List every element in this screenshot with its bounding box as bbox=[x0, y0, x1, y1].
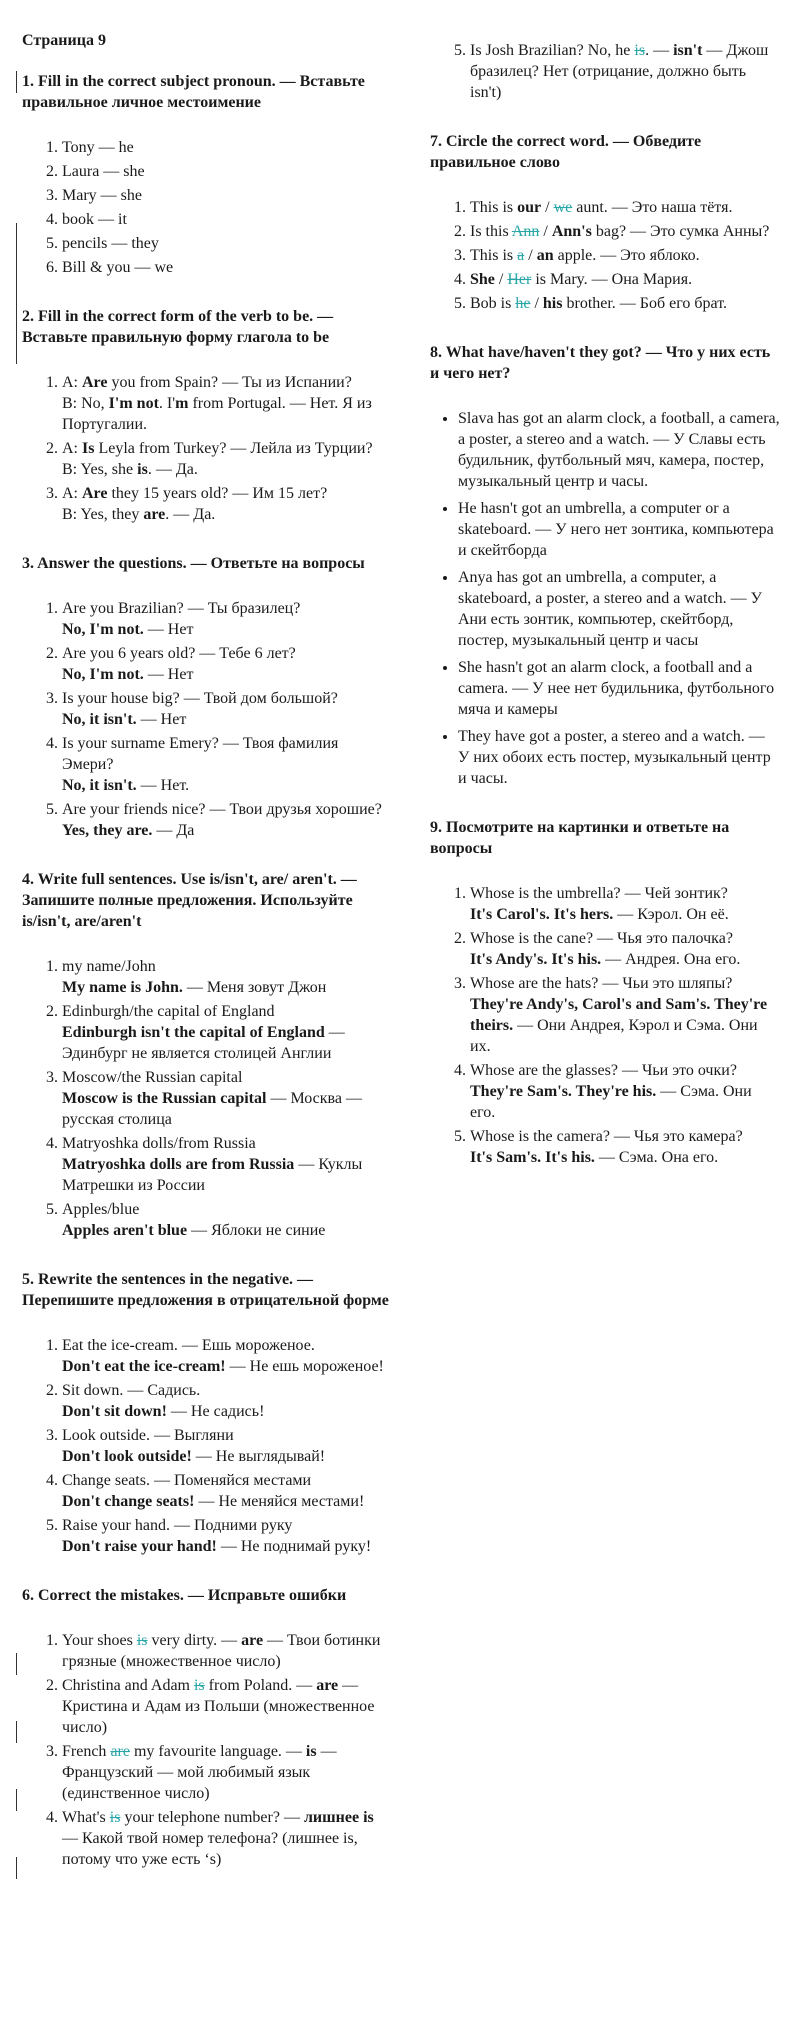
list-item: 2. Laura — she bbox=[62, 161, 392, 182]
list-item: 5. Bob is he / his brother. — Боб его брат. bbox=[470, 293, 780, 314]
list-item: 3. This is a / an apple. — Это яблоко. bbox=[470, 245, 780, 266]
section-1 bbox=[22, 71, 392, 278]
list-item: 5. Are your friends nice? — Твои друзья хорошие? Yes, they are. — Да bbox=[62, 799, 392, 841]
section-7 bbox=[430, 131, 780, 314]
list-item: 1. Whose is the umbrella? — Чей зонтик? It's Carol's. It's hers. — Кэрол. Он её. bbox=[470, 883, 780, 925]
answer-list bbox=[22, 956, 392, 1241]
margin-mark bbox=[16, 223, 17, 309]
margin-mark bbox=[16, 1789, 17, 1811]
list-item: 1. my name/John My name is John. — Меня зовут Джон bbox=[62, 956, 392, 998]
right-column bbox=[430, 0, 780, 1196]
list-item: 1. Eat the ice-cream. — Ешь мороженое. Don't eat the ice-cream! — Не ешь мороженое! bbox=[62, 1335, 392, 1377]
list-item: 1. Your shoes is very dirty. — are — Твои ботинки грязные (множественное число) bbox=[62, 1630, 392, 1672]
answer-list bbox=[22, 1630, 392, 1870]
list-item: 2. Is this Ann / Ann's bag? — Это сумка Анны? bbox=[470, 221, 780, 242]
section-heading: 9. Посмотрите на картинки и ответьте на вопросы bbox=[430, 819, 730, 857]
list-item: • She hasn't got an alarm clock, a football and a camera. — У нее нет будильника, футбольного мяча и камеры bbox=[458, 657, 780, 720]
list-item: 6. Bill & you — we bbox=[62, 257, 392, 278]
answer-list bbox=[430, 883, 780, 1168]
section-6 bbox=[22, 1585, 392, 1870]
list-item: 3. Mary — she bbox=[62, 185, 392, 206]
section-4 bbox=[22, 869, 392, 1241]
list-item: 3. Look outside. — Выгляни Don't look outside! — Не выглядывай! bbox=[62, 1425, 392, 1467]
section-6-continued bbox=[430, 40, 780, 103]
section-heading: 3. Answer the questions. — Ответьте на вопросы bbox=[22, 555, 365, 572]
list-item: • Slava has got an alarm clock, a football, a camera, a poster, a stereo and a watch. — У Славы есть будильник, футбольный мяч, камера, постер, музыкальный центр и часы. bbox=[458, 408, 780, 492]
list-item: • He hasn't got an umbrella, a computer or a skateboard. — У него нет зонтика, компьютера и скейтборда bbox=[458, 498, 780, 561]
section-heading: 8. What have/haven't they got? — Что у них есть и чего нет? bbox=[430, 344, 771, 382]
section-heading: 1. Fill in the correct subject pronoun. — Вставьте правильное личное местоимение bbox=[22, 73, 365, 111]
margin-mark bbox=[16, 71, 17, 93]
list-item: 5. pencils — they bbox=[62, 233, 392, 254]
answer-list bbox=[22, 137, 392, 278]
margin-mark bbox=[16, 298, 17, 364]
list-item: 2. Sit down. — Садись. Don't sit down! — Не садись! bbox=[62, 1380, 392, 1422]
list-item: • Anya has got an umbrella, a computer, a skateboard, a poster, a stereo and a watch. — У Ани есть зонтик, компьютер, скейтборд, постер, музыкальный центр и часы bbox=[458, 567, 780, 651]
margin-mark bbox=[16, 1721, 17, 1743]
answer-list bbox=[22, 598, 392, 841]
list-item: 5. Apples/blue Apples aren't blue — Яблоки не синие bbox=[62, 1199, 392, 1241]
answer-list bbox=[430, 408, 780, 789]
section-8 bbox=[430, 342, 780, 789]
section-3 bbox=[22, 553, 392, 841]
list-item: 3. A: Are they 15 years old? — Им 15 лет? B: Yes, they are. — Да. bbox=[62, 483, 392, 525]
answer-list bbox=[22, 372, 392, 525]
answer-list bbox=[22, 1335, 392, 1557]
list-item: 4. What's is your telephone number? — лишнее is — Какой твой номер телефона? (лишнее is, потому что уже есть ‘s) bbox=[62, 1807, 392, 1870]
list-item: 4. Matryoshka dolls/from Russia Matryoshka dolls are from Russia — Куклы Матрешки из России bbox=[62, 1133, 392, 1196]
list-item: 1. Tony — he bbox=[62, 137, 392, 158]
section-2 bbox=[22, 306, 392, 525]
list-item: 3. Whose are the hats? — Чьи это шляпы? They're Andy's, Carol's and Sam's. They're theirs. — Они Андрея, Кэрол и Сэма. Они их. bbox=[470, 973, 780, 1057]
section-heading: 7. Circle the correct word. — Обведите правильное слово bbox=[430, 133, 702, 171]
list-item: 4. She / Her is Mary. — Она Мария. bbox=[470, 269, 780, 290]
list-item: 3. Moscow/the Russian capital Moscow is the Russian capital — Москва — русская столица bbox=[62, 1067, 392, 1130]
margin-mark bbox=[16, 1653, 17, 1675]
list-item: 4. Is your surname Emery? — Твоя фамилия Эмери? No, it isn't. — Нет. bbox=[62, 733, 392, 796]
list-item: 2. Christina and Adam is from Poland. — are — Кристина и Адам из Польши (множественное число) bbox=[62, 1675, 392, 1738]
list-item: 5. Is Josh Brazilian? No, he is. — isn't — Джош бразилец? Нет (отрицание, должно быть isn't) bbox=[470, 40, 780, 103]
list-item: 4. Whose are the glasses? — Чьи это очки? They're Sam's. They're his. — Сэма. Они его. bbox=[470, 1060, 780, 1123]
list-item: 2. Are you 6 years old? — Тебе 6 лет? No, I'm not. — Нет bbox=[62, 643, 392, 685]
left-column bbox=[22, 0, 392, 1898]
section-heading: 2. Fill in the correct form of the verb to be. — Вставьте правильную форму глагола to be bbox=[22, 308, 334, 346]
page-title: Страница 9 bbox=[22, 32, 106, 49]
section-5 bbox=[22, 1269, 392, 1557]
list-item: 2. Edinburgh/the capital of England Edinburgh isn't the capital of England — Эдинбург не является столицей Англии bbox=[62, 1001, 392, 1064]
list-item: 1. A: Are you from Spain? — Ты из Испании? B: No, I'm not. I'm from Portugal. — Нет. Я из Португалии. bbox=[62, 372, 392, 435]
list-item: 4. Change seats. — Поменяйся местами Don't change seats! — Не меняйся местами! bbox=[62, 1470, 392, 1512]
list-item: 5. Whose is the camera? — Чья это камера? It's Sam's. It's his. — Сэма. Она его. bbox=[470, 1126, 780, 1168]
answer-list bbox=[430, 197, 780, 314]
list-item: 3. Is your house big? — Твой дом большой? No, it isn't. — Нет bbox=[62, 688, 392, 730]
margin-mark bbox=[16, 1857, 17, 1879]
list-item: 3. French are my favourite language. — is — Французский — мой любимый язык (единственное число) bbox=[62, 1741, 392, 1804]
section-heading: 5. Rewrite the sentences in the negative. — Перепишите предложения в отрицательной форме bbox=[22, 1271, 389, 1309]
section-9 bbox=[430, 817, 780, 1168]
list-item: • They have got a poster, a stereo and a watch. — У них обоих есть постер, музыкальный центр и часы. bbox=[458, 726, 780, 789]
list-item: 4. book — it bbox=[62, 209, 392, 230]
section-heading: 4. Write full sentences. Use is/isn't, are/ aren't. — Запишите полные предложения. Используйте is/isn't, are/aren't bbox=[22, 871, 357, 930]
list-item: 2. A: Is Leyla from Turkey? — Лейла из Турции? B: Yes, she is. — Да. bbox=[62, 438, 392, 480]
list-item: 2. Whose is the cane? — Чья это палочка? It's Andy's. It's his. — Андрея. Она его. bbox=[470, 928, 780, 970]
list-item: 5. Raise your hand. — Подними руку Don't raise your hand! — Не поднимай руку! bbox=[62, 1515, 392, 1557]
answer-list bbox=[430, 40, 780, 103]
list-item: 1. Are you Brazilian? — Ты бразилец? No, I'm not. — Нет bbox=[62, 598, 392, 640]
list-item: 1. This is our / we aunt. — Это наша тётя. bbox=[470, 197, 780, 218]
section-heading: 6. Correct the mistakes. — Исправьте ошибки bbox=[22, 1587, 347, 1604]
